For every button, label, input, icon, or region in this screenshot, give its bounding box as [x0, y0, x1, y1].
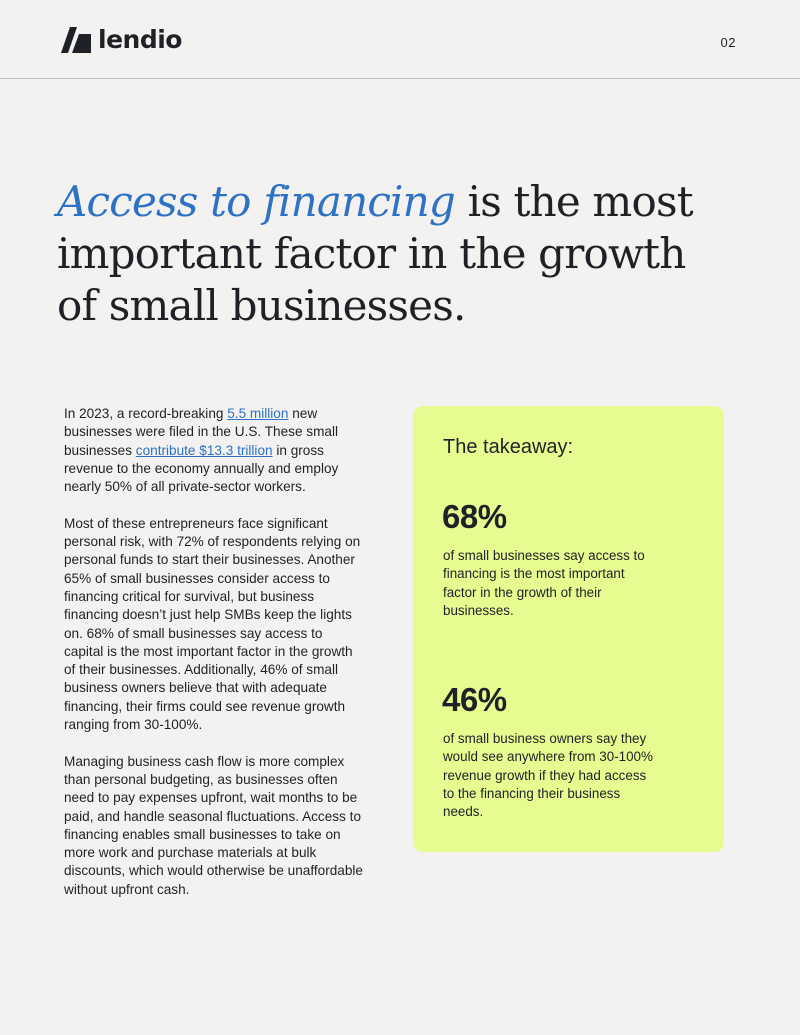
body-paragraph-1 — [64, 405, 364, 496]
page-headline — [57, 176, 697, 332]
body-text: new businesses were filed in the U.S. These small businesses — [64, 406, 339, 458]
page-number: 02 — [720, 35, 736, 50]
headline-rest: is the most important factor in the growth of small businesses. — [57, 177, 693, 330]
link-5-5-million[interactable]: 5.5 million — [227, 406, 289, 421]
body-paragraph-3: Managing business cash flow is more complex than personal budgeting, as businesses often need to pay expenses upfront, wait months to be paid, and handle seasonal fluctuations. Access to financing enables small businesses to take on more work and purchase materials at bulk discounts, which would otherwise be unaffordable without upfront cash. — [64, 753, 363, 897]
stat-value-68: 68% — [442, 498, 507, 535]
lendio-logo-icon — [61, 27, 91, 53]
body-text: In 2023, a record-breaking — [64, 406, 228, 421]
lendio-logo[interactable] — [61, 25, 182, 55]
headline-accent: Access to financing — [57, 177, 456, 226]
page-header — [0, 0, 800, 79]
takeaway-title: The takeaway: — [443, 436, 574, 458]
stat-description-46: of small business owners say they would see anywhere from 30-100% revenue growth if they had access to the financing their business needs. — [443, 731, 653, 820]
stat-value-46: 46% — [442, 681, 507, 718]
body-paragraph-2: Most of these entrepreneurs face significant personal risk, with 72% of respondents relying on personal funds to start their businesses. Another 65% of small businesses consider access to financing critical for survival, but business financing doesn’t just help SMBs keep the lights on. 68% of small businesses say access to capital is the most important factor in the growth of their businesses. Additionally, 46% of small business owners believe that with adequate financing, their firms could see revenue growth ranging from 30-100%. — [64, 515, 361, 733]
body-copy — [64, 405, 364, 917]
body-text: in gross revenue to the economy annually and employ nearly 50% of all private-sector workers. — [64, 442, 339, 495]
logo-wordmark: lendio — [98, 25, 182, 54]
stat-description-68: of small businesses say access to financing is the most important factor in the growth of their businesses. — [443, 548, 645, 618]
takeaway-card — [413, 406, 724, 852]
link-contribute-13-3-trillion[interactable]: contribute $13.3 trillion — [135, 442, 273, 458]
